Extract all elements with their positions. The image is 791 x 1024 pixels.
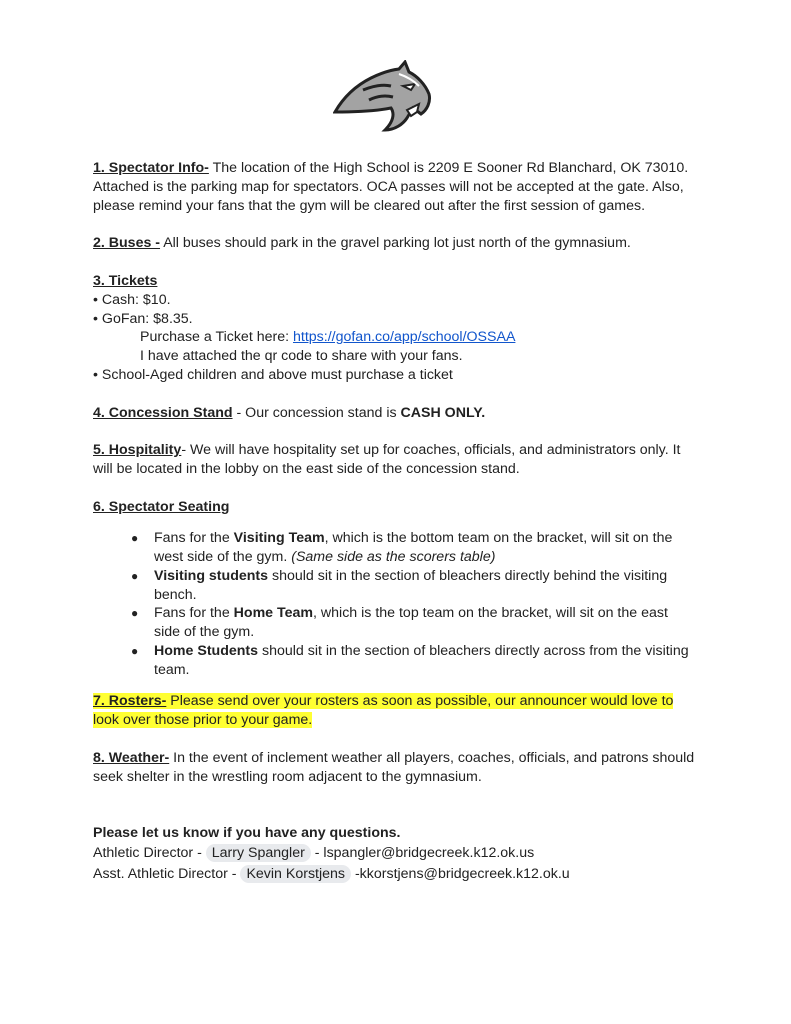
purchase-label: Purchase a Ticket here: — [140, 329, 293, 345]
email: -kkorstjens@bridgecreek.k12.ok.u — [351, 866, 570, 882]
text: should sit in the section of bleachers directly across from the visiting — [258, 643, 689, 659]
section-1-line-1 — [93, 159, 688, 178]
seating-item-3 — [154, 604, 668, 623]
seating-item-1 — [154, 529, 672, 548]
highlighted-text: look over those prior to your game. — [93, 712, 313, 728]
contact-intro: Please let us know if you have any questions. — [93, 825, 401, 841]
ticket-children: • School-Aged children and above must purchase a ticket — [93, 367, 453, 383]
section-heading: 4. Concession Stand — [93, 405, 233, 421]
ticket-cash: • Cash: $10. — [93, 292, 171, 308]
section-text: All buses should park in the gravel parking lot just north of the gymnasium. — [160, 235, 631, 251]
label: Asst. Athletic Director - — [93, 866, 241, 882]
text: , which is the bottom team on the bracket, will sit on the — [324, 530, 673, 546]
section-1-line-2: Attached is the parking map for spectators. OCA passes will not be accepted at the gate. Also, — [93, 179, 684, 195]
section-7-line-1 — [93, 692, 673, 711]
section-8-line-1 — [93, 749, 694, 768]
section-text: The location of the High School is 2209 E Sooner Rd Blanchard, OK 73010. — [208, 160, 689, 176]
seating-item-2-line-2: bench. — [154, 587, 197, 603]
section-3-heading: 3. Tickets — [93, 273, 158, 289]
section-4 — [93, 404, 485, 423]
seating-item-4 — [154, 642, 689, 661]
person-chip-larry-spangler[interactable]: Larry Spangler — [206, 844, 311, 862]
section-text: - Our concession stand is — [232, 405, 401, 421]
seating-item-1-line-2 — [154, 548, 495, 567]
section-1-line-3: please remind your fans that the gym will be cleared out after the first session of games. — [93, 198, 646, 214]
athletic-director-line — [93, 844, 534, 863]
bobcat-logo-icon — [333, 60, 433, 132]
section-5-line-1 — [93, 441, 680, 460]
section-text: In the event of inclement weather all players, coaches, officials, and patrons should — [169, 750, 695, 766]
seating-item-3-line-2: side of the gym. — [154, 624, 255, 640]
section-heading: 1. Spectator Info- — [93, 160, 209, 176]
purchase-line — [140, 328, 515, 347]
gofan-link[interactable]: https://gofan.co/app/school/OSSAA — [293, 329, 516, 345]
italic-text: (Same side as the scorers table) — [291, 549, 496, 565]
asst-athletic-director-line — [93, 865, 570, 884]
section-heading: 8. Weather- — [93, 750, 170, 766]
label: Athletic Director - — [93, 845, 206, 861]
section-heading: 7. Rosters- — [93, 693, 167, 709]
qr-note: I have attached the qr code to share with your fans. — [140, 348, 463, 364]
text: Fans for the — [154, 530, 234, 546]
seating-item-2 — [154, 567, 667, 586]
section-8-line-2: seek shelter in the wrestling room adjacent to the gymnasium. — [93, 769, 482, 785]
bullet-icon: ● — [131, 644, 139, 658]
section-heading: 2. Buses - — [93, 235, 161, 251]
bullet-icon: ● — [131, 531, 139, 545]
cash-only-text: CASH ONLY. — [400, 405, 486, 421]
section-7-line-2 — [93, 711, 312, 730]
bold-text: Visiting Team — [233, 530, 325, 546]
text: west side of the gym. — [154, 549, 292, 565]
section-text: Please send over your rosters as soon as possible, our announcer would love to — [166, 693, 674, 709]
section-text: - We will have hospitality set up for coaches, officials, and administrators only. It — [181, 442, 681, 458]
bold-text: Home Team — [233, 605, 314, 621]
bullet-icon: ● — [131, 606, 139, 620]
ticket-gofan: • GoFan: $8.35. — [93, 311, 193, 327]
seating-item-4-line-2: team. — [154, 662, 190, 678]
text: Fans for the — [154, 605, 234, 621]
person-chip-kevin-korstjens[interactable]: Kevin Korstjens — [240, 865, 351, 883]
section-6-heading: 6. Spectator Seating — [93, 499, 230, 515]
bold-text: Home Students — [154, 643, 259, 659]
section-heading: 5. Hospitality — [93, 442, 182, 458]
section-5-line-2: will be located in the lobby on the east side of the concession stand. — [93, 461, 520, 477]
email: - lspangler@bridgecreek.k12.ok.us — [310, 845, 535, 861]
text: , which is the top team on the bracket, will sit on the east — [313, 605, 668, 621]
section-2 — [93, 234, 631, 253]
text: should sit in the section of bleachers directly behind the visiting — [268, 568, 668, 584]
bold-text: Visiting students — [154, 568, 269, 584]
bullet-icon: ● — [131, 569, 139, 583]
